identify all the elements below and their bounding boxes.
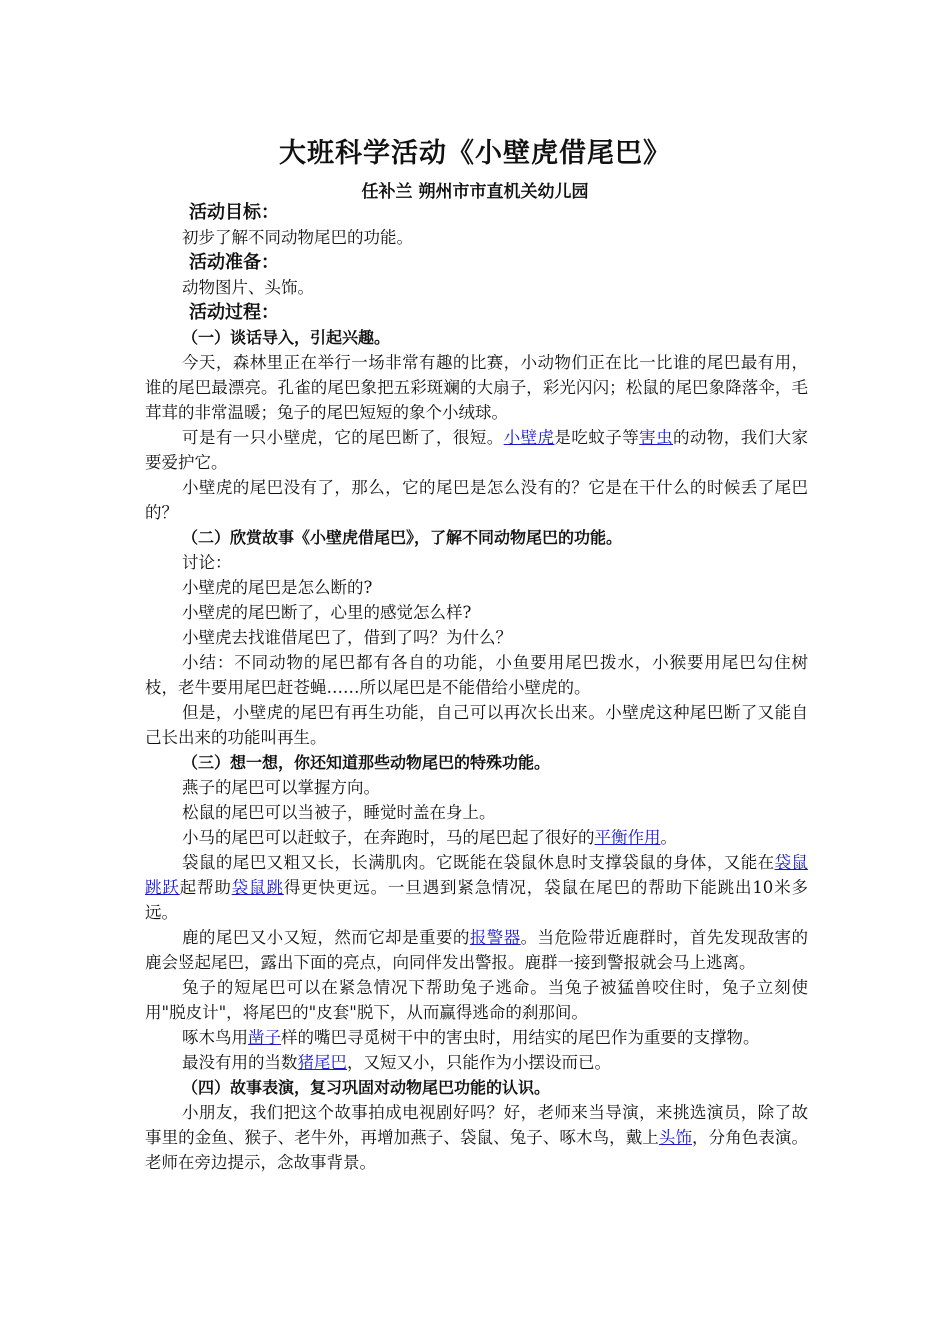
author-line: 任补兰 朔州市市直机关幼儿园 — [361, 182, 589, 202]
paragraph: 松鼠的尾巴可以当被子，睡觉时盖在身上。 — [182, 803, 496, 822]
paragraph: 小朋友，我们把这个故事拍成电视剧好吗？好，老师来当导演，来挑选演员，除了故事里的金鱼、猴子、老牛外，再增加燕子、袋鼠、兔子、啄木鸟，戴上头饰，分角色表演。老师在旁边提示，念故事背景。 — [145, 1103, 809, 1172]
prep-heading: 活动准备： — [189, 252, 279, 273]
paragraph: 小壁虎的尾巴没有了，那么，它的尾巴是怎么没有的？它是在干什么的时候丢了尾巴的？ — [145, 478, 808, 522]
section-2-title: （二）欣赏故事《小壁虎借尾巴》，了解不同动物尾巴的功能。 — [182, 528, 623, 547]
paragraph: 啄木鸟用凿子样的嘴巴寻觅树干中的害虫时，用结实的尾巴作为重要的支撑物。 — [182, 1028, 760, 1047]
discussion-line: 小壁虎去找谁借尾巴了，借到了吗？为什么？ — [182, 628, 512, 647]
link-haichong[interactable]: 害虫 — [639, 428, 674, 447]
paragraph: 可是有一只小壁虎，它的尾巴断了，很短。小壁虎是吃蚊子等害虫的动物，我们大家要爱护它。 — [145, 428, 809, 472]
paragraph: 小结：不同动物的尾巴都有各自的功能，小鱼要用尾巴拨水，小猴要用尾巴勾住树枝，老牛要用尾巴赶苍蝇……所以尾巴是不能借给小壁虎的。 — [145, 653, 808, 697]
discussion-line: 小壁虎的尾巴断了，心里的感觉怎么样? — [182, 603, 472, 622]
paragraph: 鹿的尾巴又小又短，然而它却是重要的报警器。当危险带近鹿群时，首先发现敌害的鹿会竖起尾巴，露出下面的亮点，向同伴发出警报。鹿群一接到警报就会马上逃离。 — [145, 928, 809, 972]
goal-heading: 活动目标： — [189, 202, 279, 223]
section-3-title: （三）想一想，你还知道那些动物尾巴的特殊功能。 — [182, 753, 551, 772]
section-4-title: （四）故事表演，复习巩固对动物尾巴功能的认识。 — [182, 1078, 551, 1097]
paragraph: 兔子的短尾巴可以在紧急情况下帮助兔子逃命。当兔子被猛兽咬住时，兔子立刻使用"脱皮计"，将尾巴的"皮套"脱下，从而赢得逃命的刹那间。 — [145, 978, 808, 1022]
discussion-line: 小壁虎的尾巴是怎么断的? — [182, 578, 373, 597]
goal-text: 初步了解不同动物尾巴的功能。 — [182, 228, 413, 247]
paragraph: 袋鼠的尾巴又粗又长，长满肌肉。它既能在袋鼠休息时支撑袋鼠的身体，又能在袋鼠跳跃起帮助袋鼠跳得更快更远。一旦遇到紧急情况，袋鼠在尾巴的帮助下能跳出10米多远。 — [145, 853, 809, 922]
link-baojingqi[interactable]: 报警器 — [469, 928, 521, 947]
link-toushi[interactable]: 头饰 — [658, 1128, 693, 1147]
paragraph: 今天，森林里正在举行一场非常有趣的比赛，小动物们正在比一比谁的尾巴最有用，谁的尾巴最漂亮。孔雀的尾巴象把五彩斑斓的大扇子，彩光闪闪；松鼠的尾巴象降落伞，毛茸茸的非常温暖；兔子的尾巴短短的象个小绒球。 — [145, 353, 808, 422]
paragraph: 但是，小壁虎的尾巴有再生功能，自己可以再次长出来。小壁虎这种尾巴断了又能自己长出来的功能叫再生。 — [145, 703, 808, 747]
link-pingheng[interactable]: 平衡作用 — [594, 828, 661, 847]
paragraph: 小马的尾巴可以赶蚊子，在奔跑时，马的尾巴起了很好的平衡作用。 — [182, 828, 677, 847]
paragraph: 燕子的尾巴可以掌握方向。 — [182, 778, 380, 797]
link-daishu-tiao[interactable]: 袋鼠跳 — [231, 878, 284, 897]
process-heading: 活动过程： — [189, 302, 279, 323]
link-zaozi[interactable]: 凿子 — [248, 1028, 281, 1047]
discussion-line: 讨论： — [182, 553, 232, 572]
document-title: 大班科学活动《小壁虎借尾巴》 — [279, 138, 671, 169]
document-body — [145, 200, 808, 1175]
link-xiaobihu[interactable]: 小壁虎 — [503, 428, 555, 447]
link-daishu-tiaoyue[interactable]: 袋鼠跳跃 — [145, 853, 809, 897]
prep-text: 动物图片、头饰。 — [182, 278, 314, 297]
section-1-title: （一）谈话导入，引起兴趣。 — [182, 328, 391, 347]
paragraph: 最没有用的当数猪尾巴，又短又小，只能作为小摆设而已。 — [182, 1053, 611, 1072]
link-zhuweiba[interactable]: 猪尾巴 — [297, 1053, 347, 1072]
